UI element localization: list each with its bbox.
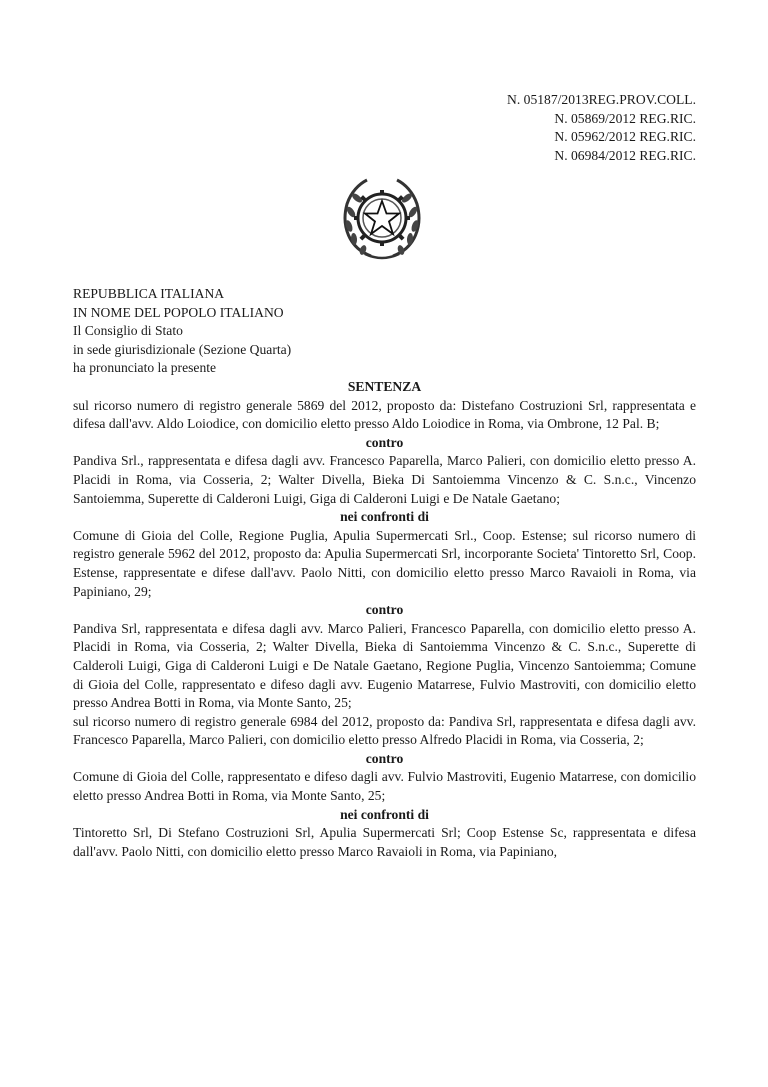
document-page	[73, 0, 696, 1087]
registry-line: N. 05187/2013REG.PROV.COLL.	[507, 92, 696, 107]
paragraph: Comune di Gioia del Colle, rappresentato e difeso dagli avv. Fulvio Mastroviti, Eugenio Matarrese, con domicilio eletto presso Andrea Botti in Roma, via Monte Santo, 25;	[73, 769, 696, 804]
paragraph: Tintoretto Srl, Di Stefano Costruzioni Srl, Apulia Supermercati Srl; Coop Estense Sc, rappresentata e difesa dall'avv. Paolo Nitti, con domicilio eletto presso Marco Ravaioli in Roma, via Papiniano,	[73, 825, 696, 859]
section-heading-contro: contro	[365, 602, 404, 618]
section-heading-contro: contro	[365, 434, 404, 450]
registry-numbers	[507, 91, 696, 165]
paragraph: Pandiva Srl., rappresentata e difesa dagli avv. Francesco Paparella, Marco Palieri, con domicilio eletto presso A. Placidi in Roma, via Cosseria, 2; Walter Divella, Bieka Di Santoiemma Vincenzo & C. S.n.c., Vincenzo Santoiemma, Superette di Calderoni Luigi, Giga di Calderoni Luigi e De Natale Gaetano;	[73, 453, 696, 506]
section-heading-nei-confronti: nei confronti di	[340, 806, 429, 822]
header-line: Il Consiglio di Stato	[73, 323, 183, 339]
registry-line: N. 05869/2012 REG.RIC.	[554, 110, 696, 126]
header-line: in sede giurisdizionale (Sezione Quarta)	[73, 341, 292, 357]
document-header	[73, 285, 291, 378]
header-line: ha pronunciato la presente	[73, 360, 217, 376]
paragraph: Comune di Gioia del Colle, Regione Puglia, Apulia Supermercati Srl., Coop. Estense; sul ricorso numero di registro generale 5962 del 2012, proposto da: Apulia Supermercati Srl, incorporante Societa' Tintoretto Srl, Coop. Estense, rappresentate e difese dall'avv. Paolo Nitti, con domicilio eletto presso Marco Ravaioli in Roma, via Papiniano, 29;	[73, 527, 696, 599]
italian-republic-emblem-icon	[341, 176, 423, 262]
paragraph: Pandiva Srl, rappresentata e difesa dagli avv. Marco Palieri, Francesco Paparella, con domicilio eletto presso A. Placidi in Roma, via Cosseria, 2; Walter Divella, Bieka di Santoiemma Vincenzo & C. S.n.c., Superette di Calderoli Luigi, Giga di Calderoni Luigi e De Natale Gaetano, Regione Puglia, Vincenzo Santoiemma; Comune di Gioia del Colle, rappresentato e difeso dagli avv. Eugenio Matarrese, Fulvio Mastroviti, con domicilio eletto presso Andrea Botti in Roma, via Monte Santo, 25;	[73, 620, 696, 711]
header-line: IN NOME DEL POPOLO ITALIANO	[73, 304, 284, 320]
registry-line: N. 06984/2012 REG.RIC.	[554, 147, 696, 163]
document-body	[73, 378, 696, 861]
section-heading-nei-confronti: nei confronti di	[340, 509, 429, 525]
paragraph: sul ricorso numero di registro generale 6984 del 2012, proposto da: Pandiva Srl, rappresentata e difesa dagli avv. Francesco Paparella, Marco Palieri, con domicilio eletto presso Alfredo Placidi in Roma, via Cosseria, 2;	[73, 713, 696, 748]
document-title: SENTENZA	[347, 379, 422, 394]
registry-line: N. 05962/2012 REG.RIC.	[554, 129, 696, 145]
paragraph: sul ricorso numero di registro generale 5869 del 2012, proposto da: Distefano Costruzioni Srl, rappresentata e difesa dall'avv. Aldo Loiodice, con domicilio eletto presso Aldo Loiodice in Roma, via Ombrone, 12 Pal. B;	[73, 397, 696, 432]
header-line: REPUBBLICA ITALIANA	[73, 286, 225, 301]
section-heading-contro: contro	[365, 750, 404, 766]
